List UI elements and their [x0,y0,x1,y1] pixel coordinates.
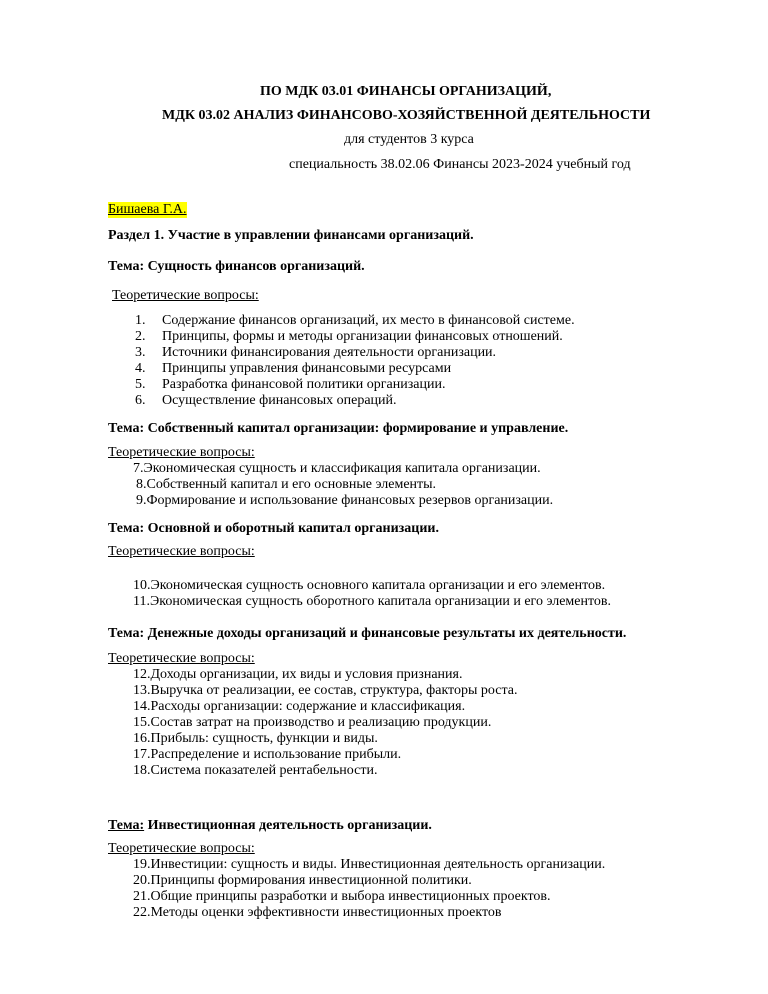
list-item: 20.Принципы формирования инвестиционной политики. [133,873,472,888]
topic-prefix: Тема: [108,626,145,641]
list-item: 17.Распределение и использование прибыли. [133,747,402,762]
list-item: 12.Доходы организации, их виды и условия признания. [133,667,463,682]
list-item-text: Источники финансирования деятельности организации. [162,345,497,360]
questions-label: Теоретические вопросы: [112,288,259,303]
questions-label: Теоретические вопросы: [108,544,255,559]
list-item [135,393,397,409]
list-item-text: Принципы, формы и методы организации финансовых отношений. [162,329,563,344]
topic-prefix: Тема: [108,421,145,436]
topic-prefix: Тема: [108,259,145,274]
topic-heading [108,818,432,834]
author-name: Бишаева Г.А. [108,202,187,217]
list-item: 21.Общие принципы разработки и выбора инвестиционных проектов. [133,889,551,904]
topic-prefix: Тема: [108,521,145,536]
topic-heading [108,626,626,642]
list-item: 18.Система показателей рентабельности. [133,763,378,778]
header-line-1: ПО МДК 03.01 ФИНАНСЫ ОРГАНИЗАЦИЙ, [260,84,552,99]
topic-title: Основной и оборотный капитал организации. [144,521,439,536]
topic-title: Денежные доходы организаций и финансовые результаты их деятельности. [144,626,627,641]
list-item: 22.Методы оценки эффективности инвестиционных проектов [133,905,502,920]
list-item-number: 5. [135,377,146,392]
list-item: 14.Расходы организации: содержание и классификация. [133,699,466,714]
list-item: 16.Прибыль: сущность, функции и виды. [133,731,378,746]
list-item-text: Осуществление финансовых операций. [162,393,397,408]
list-item: 9.Формирование и использование финансовых резервов организации. [136,493,554,508]
list-item [135,377,445,393]
list-item: 11.Экономическая сущность оборотного капитала организации и его элементов. [133,594,612,609]
section-title: Раздел 1. Участие в управлении финансами организаций. [108,228,474,243]
list-item [135,361,451,377]
list-item-text: Разработка финансовой политики организации. [162,377,446,392]
list-item: 15.Состав затрат на производство и реализацию продукции. [133,715,492,730]
list-item-number: 2. [135,329,146,344]
questions-label: Теоретические вопросы: [108,841,255,856]
list-item: 19.Инвестиции: сущность и виды. Инвестиционная деятельность организации. [133,857,606,872]
list-item: 13.Выручка от реализации, ее состав, структура, факторы роста. [133,683,518,698]
list-item-number: 4. [135,361,146,376]
topic-prefix: Тема: [108,818,145,833]
list-item [135,345,496,361]
list-item [135,313,575,329]
questions-label: Теоретические вопросы: [108,445,255,460]
list-item-text: Принципы управления финансовыми ресурсами [162,361,452,376]
topic-heading [108,259,365,275]
list-item-number: 3. [135,345,146,360]
topic-heading [108,421,568,437]
list-item-number: 1. [135,313,146,328]
list-item: 10.Экономическая сущность основного капитала организации и его элементов. [133,578,606,593]
list-item [135,329,563,345]
topic-title: Сущность финансов организаций. [144,259,365,274]
header-line-3: для студентов 3 курса [344,132,474,147]
topic-title: Собственный капитал организации: формирование и управление. [144,421,569,436]
topic-title: Инвестиционная деятельность организации. [144,818,432,833]
header-line-2: МДК 03.02 АНАЛИЗ ФИНАНСОВО-ХОЗЯЙСТВЕННОЙ ДЕЯТЕЛЬНОСТИ [162,108,651,123]
list-item-number: 6. [135,393,146,408]
list-item: 7.Экономическая сущность и классификация капитала организации. [133,461,541,476]
questions-label: Теоретические вопросы: [108,651,255,666]
list-item: 8.Собственный капитал и его основные элементы. [136,477,437,492]
list-item-text: Содержание финансов организаций, их место в финансовой системе. [162,313,575,328]
header-line-4: специальность 38.02.06 Финансы 2023-2024 учебный год [289,157,631,172]
topic-heading [108,521,439,537]
